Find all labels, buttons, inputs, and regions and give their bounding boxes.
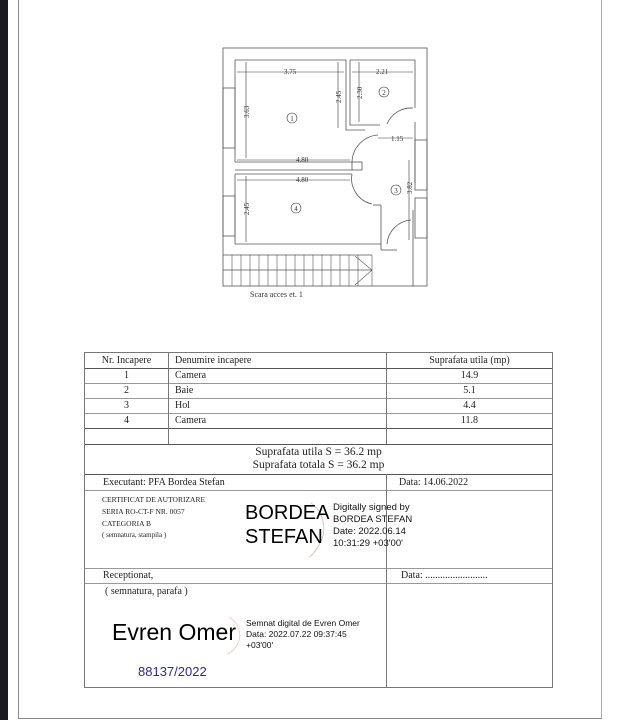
row-3-name: Hol (175, 400, 190, 411)
dim-room1-width: 3.75 (284, 68, 297, 76)
signature-detail-2: BORDEA STEFAN (333, 514, 413, 525)
room-marker-1: 1 (290, 115, 294, 123)
row-2-name: Baie (175, 385, 194, 396)
signature-detail-3: +03'00' (246, 640, 274, 650)
row-1-name: Camera (175, 370, 207, 381)
row-2-nr: 2 (124, 385, 129, 396)
header-name: Denumire incapere (175, 355, 252, 366)
row-1-nr: 1 (124, 370, 129, 381)
dim-room1-side: 2.45 (335, 90, 343, 103)
room-marker-3: 3 (394, 187, 398, 195)
receptionat-signature-hint: ( semnatura, parafa ) (105, 586, 188, 597)
floor-plan (0, 0, 620, 315)
row-4-nr: 4 (124, 415, 129, 426)
room-marker-2: 2 (382, 89, 386, 97)
dim-hall-width: 1.15 (391, 135, 404, 143)
receptionat-label: Receptionat, (103, 570, 154, 581)
room-marker-4: 4 (294, 205, 298, 213)
dim-corridor-bottom: 4.80 (296, 176, 309, 184)
cert-line-1: CERTIFICAT DE AUTORIZARE (102, 495, 206, 504)
executant-label: Executant: PFA Bordea Stefan (103, 477, 225, 488)
total-overall-area: Suprafata totala S = 36.2 mp (252, 459, 385, 471)
header-area: Suprafata utila (mp) (429, 355, 510, 366)
signature-detail-1: Semnat digital de Evren Omer (246, 618, 360, 628)
signature-detail-1: Digitally signed by (333, 502, 410, 513)
signature-name-line2: STEFAN (245, 526, 323, 548)
dim-hall-height: 3.82 (406, 181, 414, 194)
signature-detail-3: Date: 2022.06.14 (333, 526, 406, 537)
dim-corridor-top: 4.80 (296, 156, 309, 164)
dim-room1-height: 3.63 (243, 105, 251, 118)
plan-caption: Scara acces et. 1 (250, 290, 303, 299)
total-useful-area: Suprafata utila S = 36.2 mp (255, 446, 382, 458)
cert-stamp-hint: ( semnatura, stampila ) (102, 531, 167, 539)
header-nr: Nr. Incapere (101, 355, 152, 366)
dim-room2-width: 2.21 (376, 68, 389, 76)
registration-number: 88137/2022 (138, 664, 207, 679)
row-1-area: 14.9 (460, 370, 479, 381)
signature-name-line1: BORDEA (245, 502, 330, 524)
receptionat-date: Data: ......................... (401, 570, 488, 581)
row-4-area: 11.8 (460, 415, 479, 426)
dim-room4-height: 2.45 (243, 202, 251, 215)
signature-name: Evren Omer (112, 619, 236, 645)
row-3-area: 4.4 (463, 400, 476, 411)
signature-detail-2: Data: 2022.07.22 09:37:45 (246, 629, 347, 639)
row-3-nr: 3 (124, 400, 129, 411)
row-2-area: 5.1 (463, 385, 476, 396)
cert-line-2: SERIA RO-CT-F NR. 0057 (102, 507, 185, 516)
signature-detail-4: 10:31:29 +03'00' (333, 538, 403, 549)
rooms-table (84, 352, 553, 688)
page-border-bottom (18, 718, 602, 719)
cert-line-3: CATEGORIA B (102, 519, 151, 528)
dim-room2-height: 2.30 (356, 86, 364, 99)
executant-date: Data: 14.06.2022 (399, 477, 469, 488)
row-4-name: Camera (175, 415, 207, 426)
